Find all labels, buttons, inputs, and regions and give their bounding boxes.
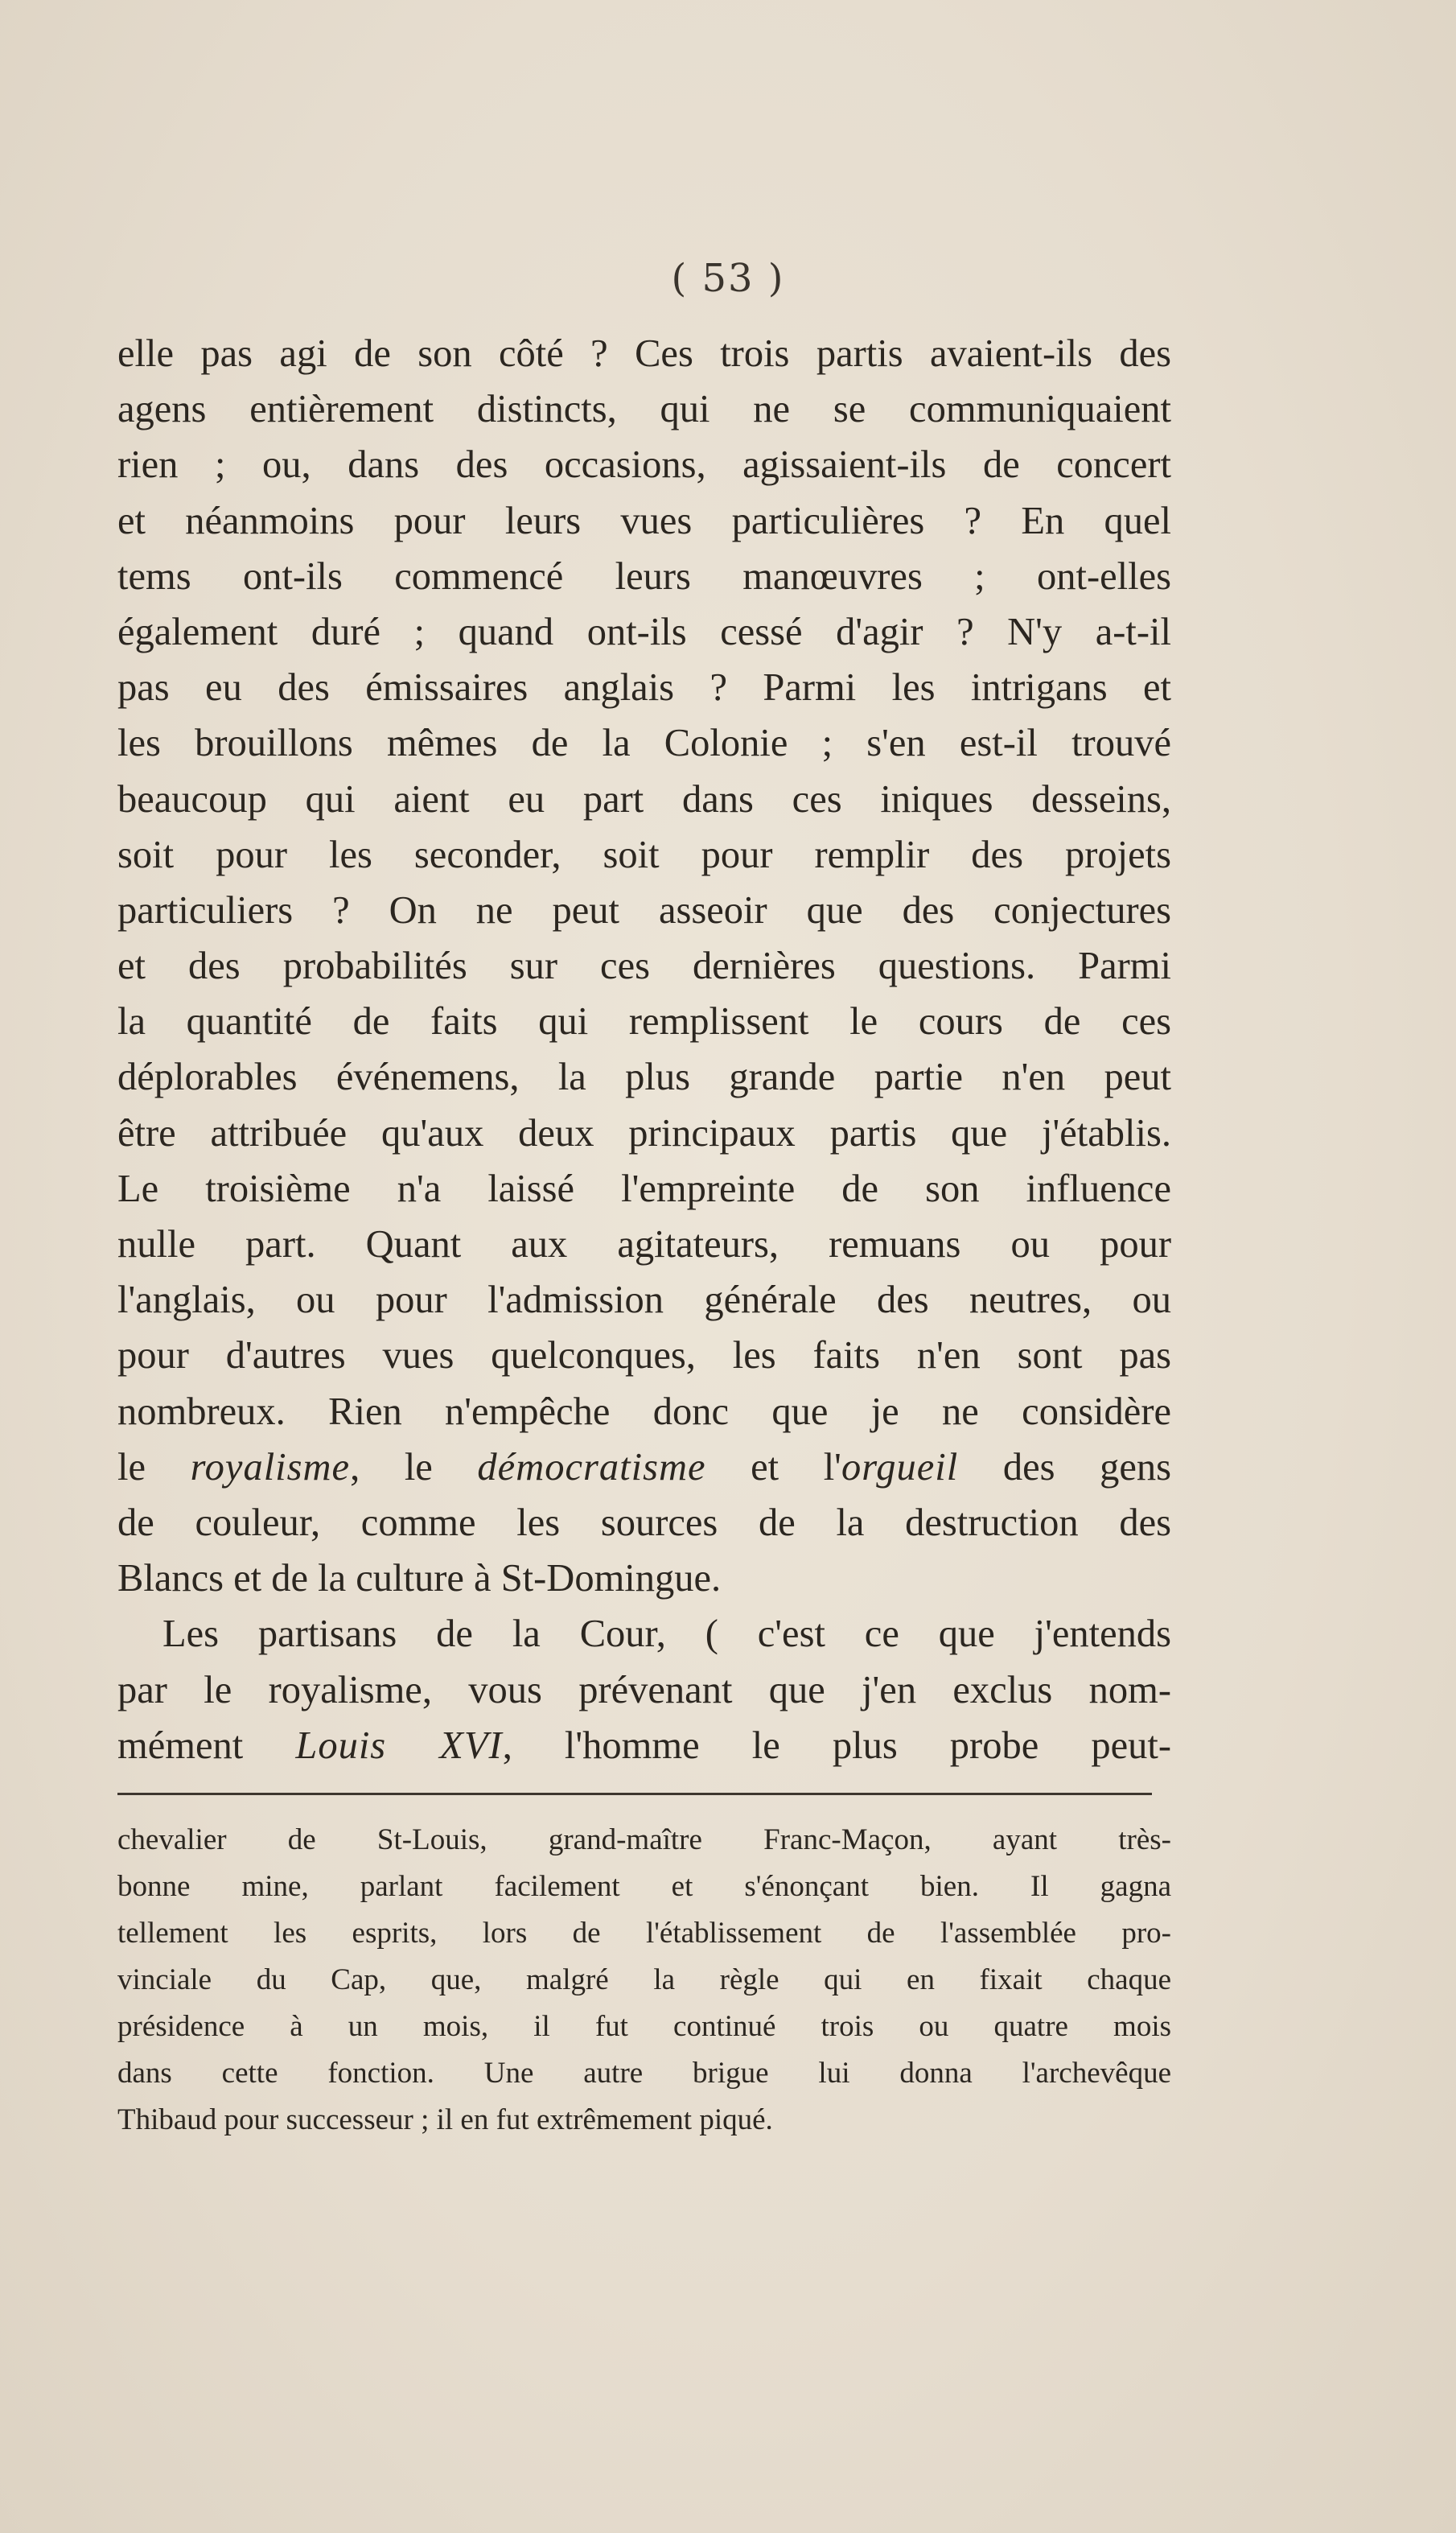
footnote [117,1817,1171,2144]
text-line-with-italics [117,1718,1171,1773]
text-line: rien ; ou, dans des occasions, agissaient-ils de concert [117,443,1171,487]
text-segment: , le [350,1445,478,1489]
text-line: Le troisième n'a laissé l'empreinte de son influence [117,1167,1171,1210]
text-line: l'anglais, ou pour l'admission générale des neutres, ou [117,1279,1171,1322]
text-line: tems ont-ils commencé leurs manœuvres ; ont-elles [117,554,1171,598]
footnote-line: vinciale du Cap, que, malgré la règle qui en fixait chaque [117,1963,1171,1996]
text-line: pour d'autres vues quelconques, les faits n'en sont pas [117,1334,1171,1378]
italic-term-democratisme: démocratisme [477,1445,706,1489]
footnote-separator [117,1793,1152,1795]
text-line: nulle part. Quant aux agitateurs, remuans ou pour [117,1223,1171,1266]
text-line: être attribuée qu'aux deux principaux partis que j'établis. [117,1111,1171,1155]
text-line: beaucoup qui aient eu part dans ces iniques desseins, [117,777,1171,821]
text-segment: , l'homme le plus probe peut- [502,1724,1171,1767]
footnote-line: dans cette fonction. Une autre brigue lui donna l'archevêque [117,2057,1171,2090]
text-line: et des probabilités sur ces dernières questions. Parmi [117,945,1171,988]
text-line: les brouillons mêmes de la Colonie ; s'en est-il trouvé [117,722,1171,765]
paragraph-end-line: Blancs et de la culture à St-Domingue. [117,1557,722,1600]
footnote-line: bonne mine, parlant facilement et s'énonçant bien. Il gagna [117,1870,1171,1903]
text-segment: mément [117,1724,296,1767]
main-text [117,326,1171,1773]
text-line-with-italics [117,1439,1171,1495]
text-line: déplorables événemens, la plus grande partie n'en peut [117,1056,1171,1099]
footnote-line: Thibaud pour successeur ; il en fut extrêmement piqué. [117,2103,773,2136]
footnote-line: tellement les esprits, lors de l'établissement de l'assemblée pro- [117,1917,1171,1950]
text-segment: et l' [705,1445,841,1489]
text-line: par le royalisme, vous prévenant que j'en exclus nom- [117,1668,1171,1711]
text-line: également duré ; quand ont-ils cessé d'agir ? N'y a-t-il [117,610,1171,653]
text-line: soit pour les seconder, soit pour remplir des projets [117,833,1171,876]
text-line: et néanmoins pour leurs vues particulières ? En quel [117,499,1171,542]
italic-name-louis-xvi: Louis XVI [295,1724,503,1767]
text-segment: des gens [958,1445,1171,1489]
page-number: ( 53 ) [671,256,785,301]
text-line: elle pas agi de son côté ? Ces trois partis avaient-ils des [117,332,1171,375]
italic-term-orgueil: orgueil [841,1445,959,1489]
text-line: pas eu des émissaires anglais ? Parmi les intrigans et [117,666,1171,710]
text-line: de couleur, comme les sources de la destruction des [117,1501,1171,1544]
footnote-line: présidence à un mois, il fut continué trois ou quatre mois [117,2010,1171,2043]
paragraph-start-line: Les partisans de la Cour, ( c'est ce que j'entends [162,1612,1171,1656]
footnote-line: chevalier de St-Louis, grand-maître Franc-Maçon, ayant très- [117,1823,1171,1856]
text-segment: le [117,1445,191,1489]
text-line: la quantité de faits qui remplissent le cours de ces [117,1000,1171,1044]
text-line: nombreux. Rien n'empêche donc que je ne considère [117,1390,1171,1433]
italic-term-royalisme: royalisme [190,1445,351,1489]
text-line: particuliers ? On ne peut asseoir que des conjectures [117,888,1171,932]
text-line: agens entièrement distincts, qui ne se communiquaient [117,388,1171,431]
